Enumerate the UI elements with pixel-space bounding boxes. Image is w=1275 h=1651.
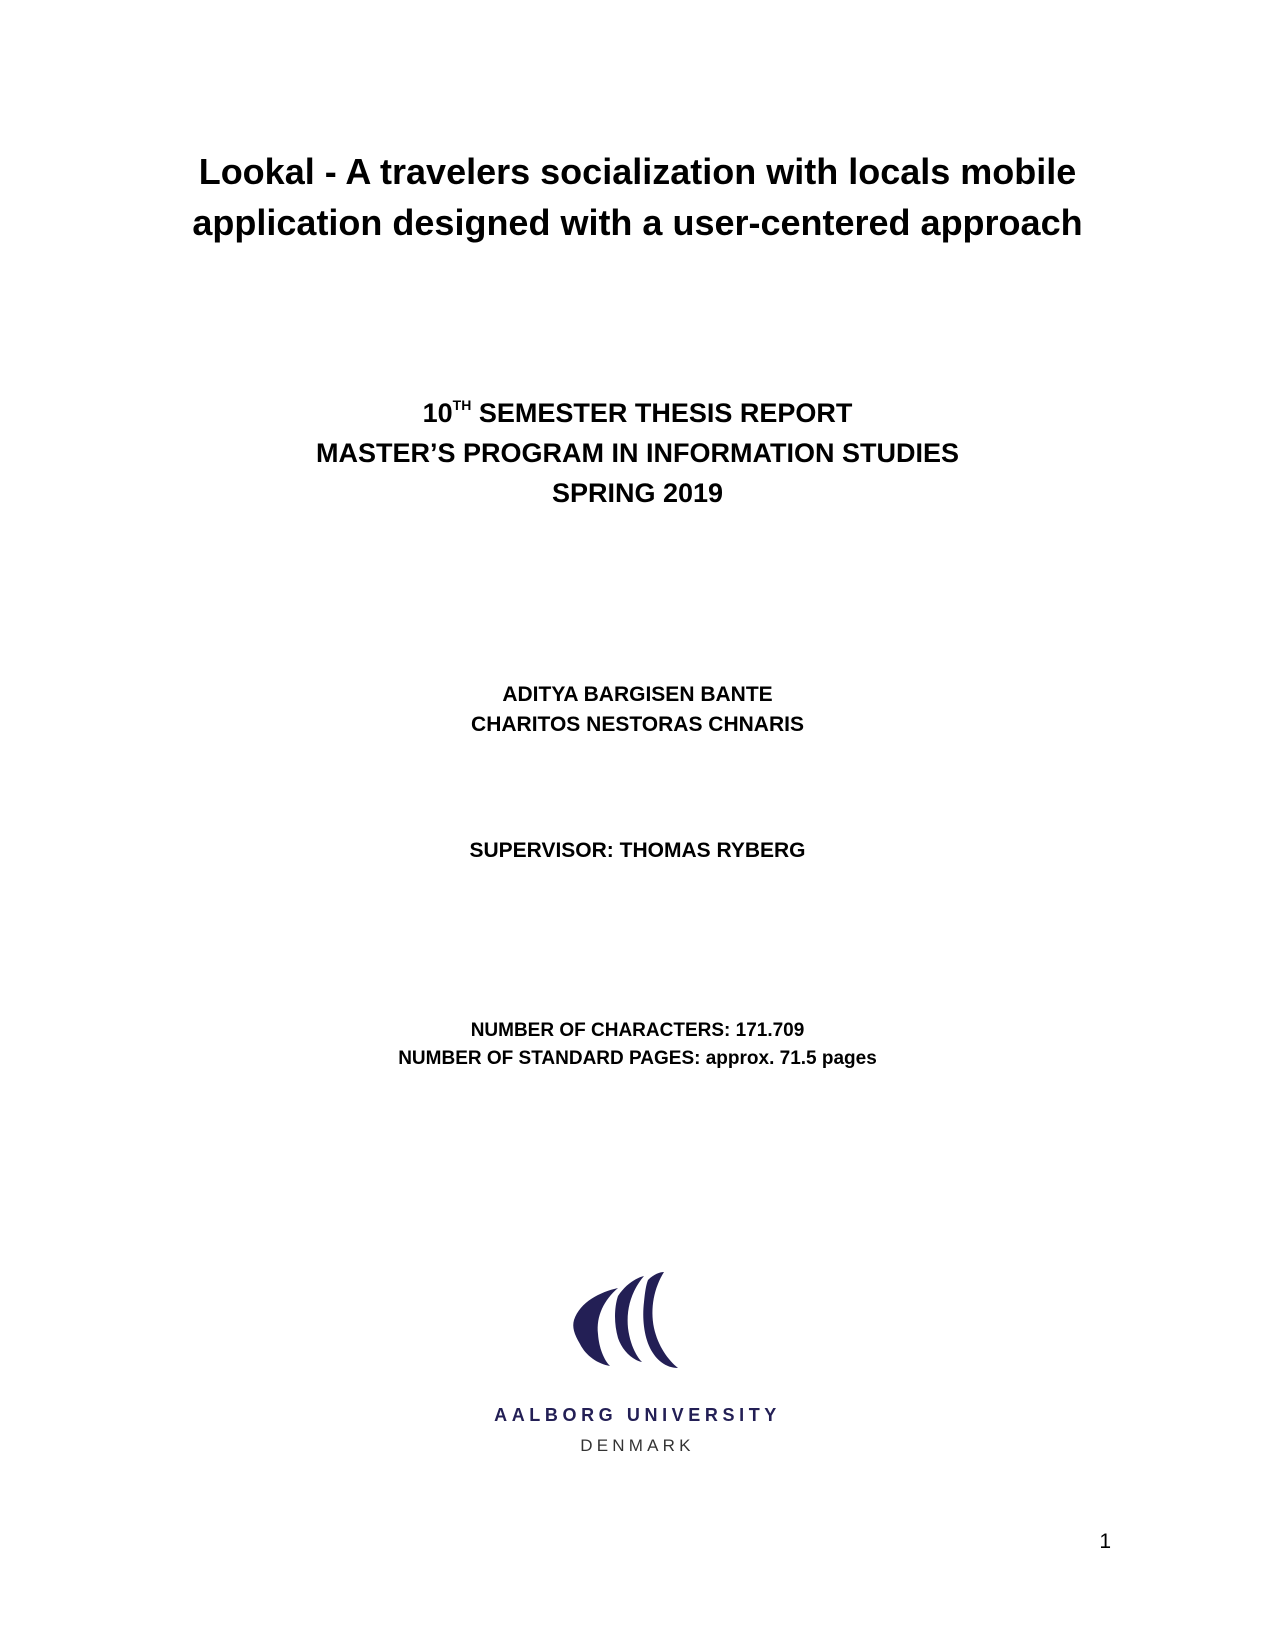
author-2: CHARITOS NESTORAS CHNARIS [471,713,804,736]
page-number: 1 [1099,1530,1111,1553]
university-name: AALBORG UNIVERSITY [494,1405,781,1425]
standard-page-count: NUMBER OF STANDARD PAGES: approx. 71.5 pages [398,1048,877,1069]
university-country: DENMARK [580,1436,695,1455]
semester-number: 10 [422,398,453,428]
author-1: ADITYA BARGISEN BANTE [502,683,773,706]
supervisor: SUPERVISOR: THOMAS RYBERG [469,839,806,862]
document-counts [0,1017,1275,1073]
term-line: SPRING 2019 [551,478,724,508]
program-line: MASTER’S PROGRAM IN INFORMATION STUDIES [315,438,959,468]
report-info [0,393,1275,513]
aalborg-university-logo-icon [570,1272,680,1382]
semester-label: SEMESTER THESIS REPORT [471,398,853,428]
semester-suffix: TH [452,397,472,413]
thesis-title-line-1: Lookal - A travelers socialization with locals mobile [198,151,1077,192]
authors [0,680,1275,740]
character-count: NUMBER OF CHARACTERS: 171.709 [470,1020,805,1041]
thesis-title [0,146,1275,248]
thesis-title-line-2: application designed with a user-centered approach [192,202,1083,243]
semester-line [0,393,1275,433]
